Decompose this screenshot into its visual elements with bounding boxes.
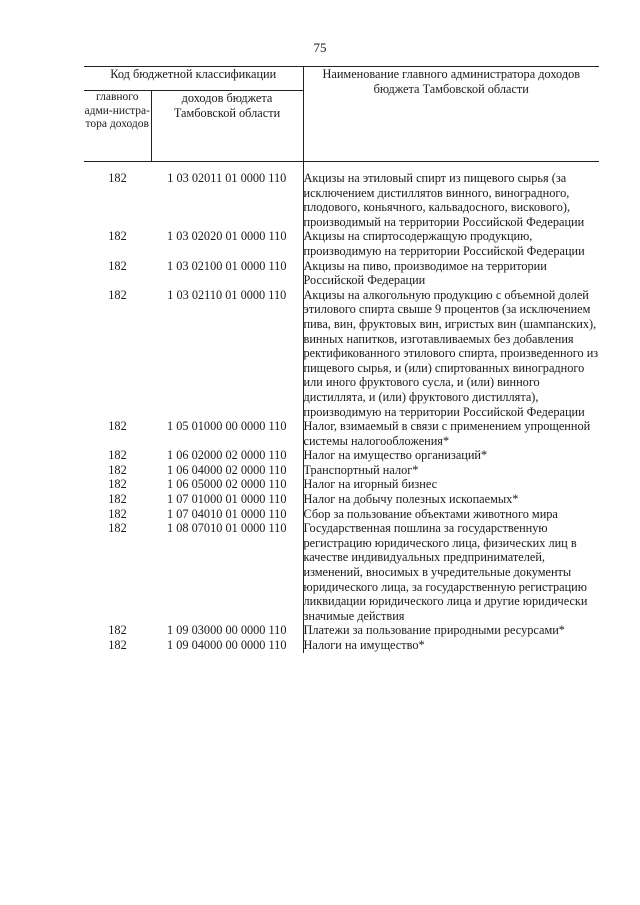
table-row [84, 507, 599, 522]
table-row [84, 463, 599, 478]
revenue-code: 1 05 01000 00 0000 110 [151, 419, 303, 448]
header-chief-administrator: главного адми-нистра-тора доходов [84, 91, 151, 162]
revenue-code: 1 07 01000 01 0000 110 [151, 492, 303, 507]
header-administrator-name: Наименование главного администратора доходов бюджета Тамбовской области [303, 67, 599, 162]
revenue-name: Налоги на имущество* [303, 638, 425, 652]
revenue-code: 1 09 03000 00 0000 110 [151, 623, 303, 638]
admin-code: 182 [108, 448, 127, 463]
admin-code: 182 [108, 623, 127, 638]
admin-code: 182 [108, 521, 127, 536]
table-row [84, 521, 599, 623]
revenue-name: Сбор за пользование объектами животного мира [303, 506, 558, 521]
admin-code: 182 [108, 287, 127, 302]
revenue-code: 1 06 02000 02 0000 110 [151, 448, 303, 463]
revenue-code: 1 03 02110 01 0000 110 [151, 288, 303, 419]
revenue-name: Акцизы на спиртосодержащую продукцию, производимую на территории Российской Федерации [303, 229, 585, 258]
admin-code: 182 [108, 492, 127, 507]
table-row [84, 259, 599, 288]
revenue-code: 1 07 04010 01 0000 110 [151, 507, 303, 522]
page-number: 75 [313, 40, 327, 55]
revenue-name: Платежи за пользование природными ресурсами* [303, 623, 565, 638]
table-row [84, 419, 599, 448]
budget-classification-table [84, 66, 599, 653]
revenue-name: Государственная пошлина за государственную регистрацию юридического лица, физических лиц в качестве индивидуальных предпринимателей, изменений, вносимых в учредительные документы юридического лица, за государственную регистрацию ликвидации юридического лица и другие юридически значимые действия [303, 521, 588, 623]
table-row [84, 477, 599, 492]
admin-code: 182 [108, 171, 127, 185]
revenue-code: 1 06 04000 02 0000 110 [151, 463, 303, 478]
revenue-name: Акцизы на алкогольную продукцию с объемной долей этилового спирта свыше 9 процентов (за исключением пива, вин, фруктовых вин, игристых вин (шампанских), винных напитков, изготавливаемых без добавления ректификованного этилового спирта, произведенного из пищевого сырья, и (или) спиртованных виноградного или иного фруктового сусла, и (или) винного дистиллята, и (или) фруктового дистиллята), производимую на территории Российской Федерации [303, 287, 599, 419]
admin-code: 182 [108, 419, 127, 434]
revenue-name: Акцизы на пиво, производимое на территории Российской Федерации [303, 258, 547, 288]
admin-code: 182 [108, 462, 127, 477]
revenue-code: 1 06 05000 02 0000 110 [151, 477, 303, 492]
revenue-name: Транспортный налог* [303, 462, 419, 477]
revenue-code: 1 03 02100 01 0000 110 [151, 259, 303, 288]
revenue-name: Налог на имущество организаций* [303, 448, 488, 463]
header-classification-code: Код бюджетной классификации [84, 67, 303, 91]
table-row [84, 288, 599, 419]
header-budget-revenue: доходов бюджета Тамбовской области [151, 91, 303, 162]
table-row [84, 492, 599, 507]
revenue-name: Налог, взимаемый в связи с применением упрощенной системы налогообложения* [303, 419, 591, 448]
table-row [84, 623, 599, 638]
revenue-code: 1 08 07010 01 0000 110 [151, 521, 303, 623]
revenue-code: 1 03 02011 01 0000 110 [151, 162, 303, 230]
table-row [84, 162, 599, 230]
revenue-code: 1 03 02020 01 0000 110 [151, 229, 303, 258]
table-row [84, 448, 599, 463]
admin-code: 182 [108, 638, 127, 652]
admin-code: 182 [108, 258, 127, 273]
revenue-code: 1 09 04000 00 0000 110 [151, 638, 303, 653]
revenue-name: Акцизы на этиловый спирт из пищевого сырья (за исключением дистиллятов винного, виноградного, плодового, коньячного, кальвадосного, вискового), производимый на территории Российской Федерации [303, 171, 585, 229]
admin-code: 182 [108, 229, 127, 244]
admin-code: 182 [108, 506, 127, 521]
revenue-name: Налог на добычу полезных ископаемых* [303, 492, 519, 507]
admin-code: 182 [108, 477, 127, 492]
revenue-name: Налог на игорный бизнес [303, 477, 438, 492]
table-row [84, 229, 599, 258]
table-row [84, 638, 599, 653]
